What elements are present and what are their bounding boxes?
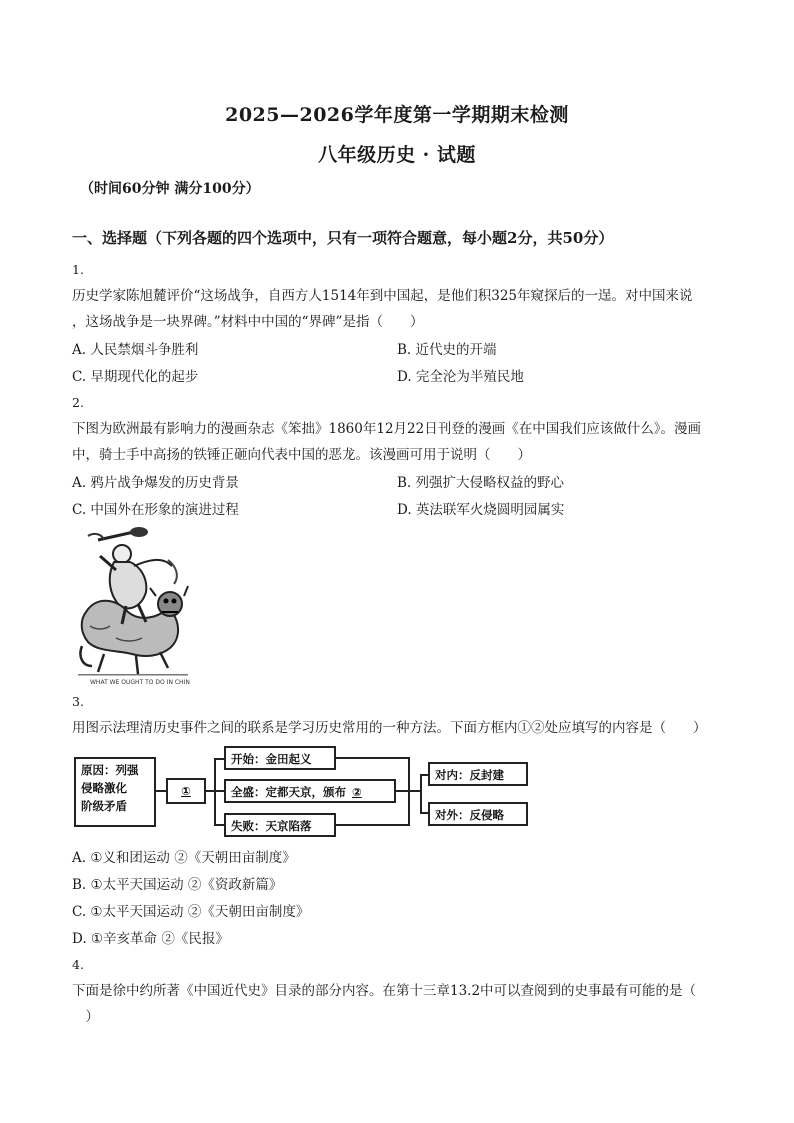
option-b: B. 近代史的开端	[397, 342, 497, 358]
question-stem: 下面是徐中约所著《中国近代史》目录的部分内容。在第十三章13.2中可以查阅到的史事最有可能的是（	[72, 983, 697, 999]
connector-line	[420, 812, 428, 814]
section-heading: 一、选择题（下列各题的四个选项中，只有一项符合题意，每小题2分，共50分）	[72, 229, 614, 247]
option-d: D. 英法联军火烧圆明园属实	[397, 502, 565, 518]
blank-marker-2: ②	[352, 785, 362, 799]
connector-line	[396, 790, 408, 792]
question-stem: ）	[72, 1009, 99, 1025]
option-c: C. 中国外在形象的演进过程	[72, 502, 239, 518]
connector-line	[408, 790, 420, 792]
option-b: B. 列强扩大侵略权益的野心	[397, 475, 565, 491]
question-stem: ，这场战争是一块界碑。”材料中中国的“界碑”是指（ ）	[72, 314, 424, 330]
fail-box: 失败：天京陷落	[224, 813, 336, 837]
connector-line	[214, 790, 224, 792]
cartoon-caption: WHAT WE OUGHT TO DO IN CHINA.	[90, 679, 190, 686]
connector-line	[206, 790, 214, 792]
connector-line	[214, 758, 224, 760]
question-stem: 中，骑士手中高扬的铁锤正砸向代表中国的恶龙。该漫画可用于说明（ ）	[72, 447, 531, 463]
cause-line: 阶级矛盾	[81, 799, 127, 813]
question-number: 3.	[72, 694, 84, 709]
option-b: B. ①太平天国运动 ②《资政新篇》	[72, 877, 283, 893]
connector-line	[336, 824, 408, 826]
foreign-box: 对外：反侵略	[428, 802, 528, 826]
time-note: （时间60分钟 满分100分）	[80, 181, 260, 197]
question-stem: 下图为欧洲最有影响力的漫画杂志《笨拙》1860年12月22日刊登的漫画《在中国我们应该做什么》。漫画	[72, 421, 701, 437]
option-a: A. ①义和团运动 ②《天朝田亩制度》	[72, 850, 296, 866]
option-d: D. ①辛亥革命 ②《民报》	[72, 931, 229, 947]
punch-cartoon-image	[76, 526, 190, 686]
connector-line	[156, 790, 166, 792]
event-diagram	[72, 744, 532, 844]
connector-line	[420, 774, 428, 776]
question-number: 4.	[72, 957, 84, 972]
start-box: 开始：金田起义	[224, 746, 336, 770]
question-stem: 用图示法理清历史事件之间的联系是学习历史常用的一种方法。下面方框内①②处应填写的内容是（ ）	[72, 720, 707, 736]
connector-line	[336, 757, 408, 759]
question-number: 1.	[72, 262, 84, 277]
cause-line: 侵略激化	[81, 781, 127, 795]
question-number: 2.	[72, 395, 84, 410]
option-a: A. 人民禁烟斗争胜利	[72, 342, 199, 358]
question-stem: 历史学家陈旭麓评价“这场战争，自西方人1514年到中国起，是他们积325年窥探后的一逞。对中国来说	[72, 288, 693, 304]
cause-line: 原因：列强	[81, 763, 139, 777]
peak-box	[224, 779, 396, 803]
connector-line	[420, 774, 422, 814]
connector-line	[214, 758, 216, 826]
blank-marker-1: ①	[181, 784, 191, 798]
exam-subtitle: 八年级历史 · 试题	[318, 144, 476, 166]
exam-title: 2025—2026学年度第一学期期末检测	[225, 104, 569, 126]
connector-line	[214, 824, 224, 826]
blank-box-1	[166, 778, 206, 804]
peak-label: 全盛：定都天京，颁布	[231, 785, 346, 799]
option-c: C. 早期现代化的起步	[72, 369, 199, 385]
option-d: D. 完全沦为半殖民地	[397, 369, 524, 385]
option-a: A. 鸦片战争爆发的历史背景	[72, 475, 239, 491]
domestic-box: 对内：反封建	[428, 762, 528, 786]
cause-box	[74, 757, 156, 827]
option-c: C. ①太平天国运动 ②《天朝田亩制度》	[72, 904, 310, 920]
